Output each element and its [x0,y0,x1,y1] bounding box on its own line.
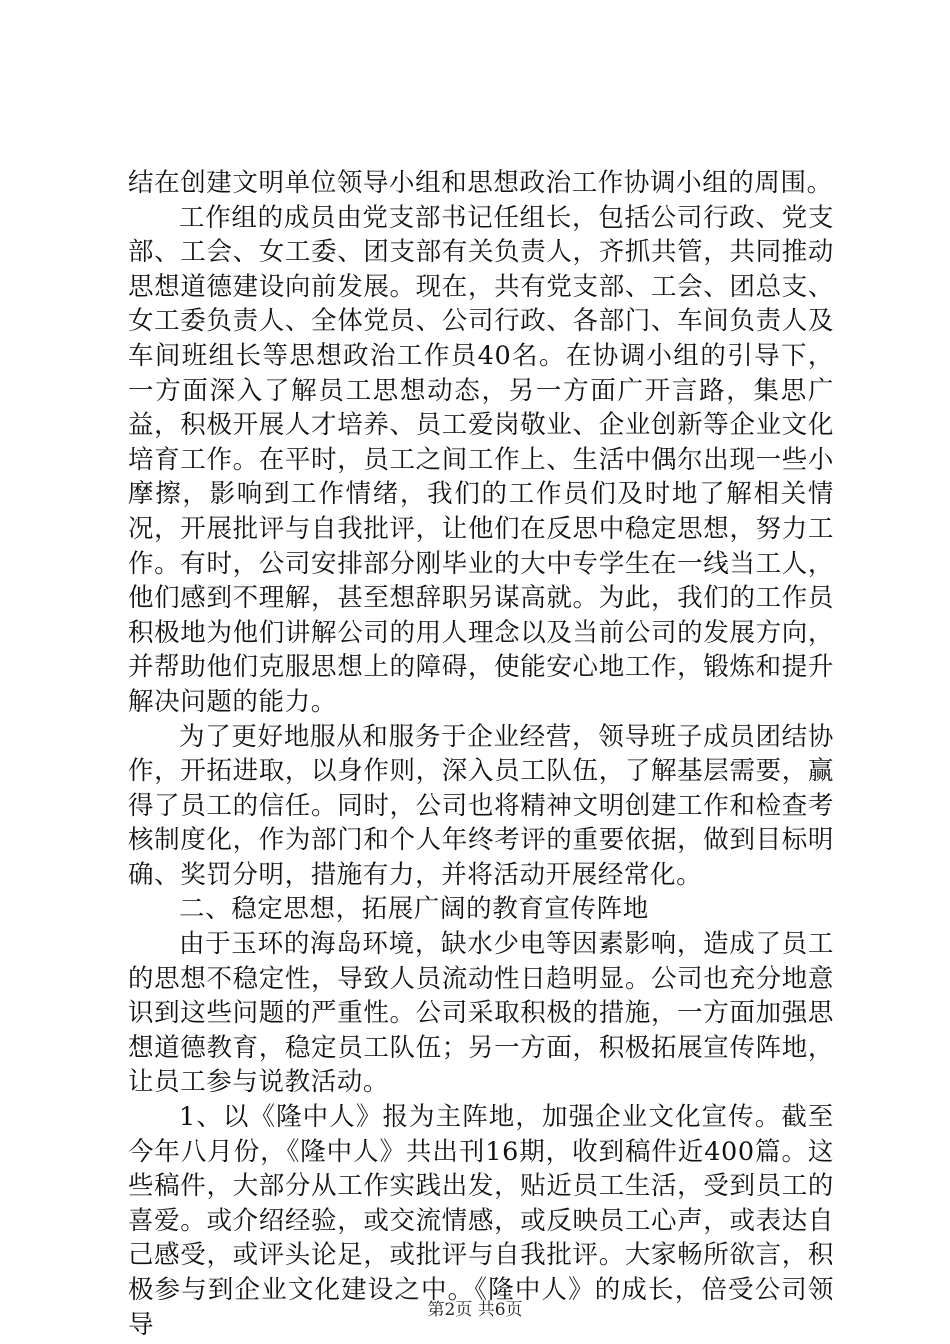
document-body [128,166,834,1342]
paragraph-working-group: 工作组的成员由党支部书记任组长，包括公司行政、党支部、工会、女工委、团支部有关负责人，齐抓共管，共同推动思想道德建设向前发展。现在，共有党支部、工会、团总支、女工委负责人、全体党员、公司行政、各部门、车间负责人及车间班组长等思想政治工作员40名。在协调小组的引导下，一方面深入了解员工思想动态，另一方面广开言路，集思广益，积极开展人才培养、员工爱岗敬业、企业创新等企业文化培育工作。在平时，员工之间工作上、生活中偶尔出现一些小摩擦，影响到工作情绪，我们的工作员们及时地了解相关情况，开展批评与自我批评，让他们在反思中稳定思想，努力工作。有时，公司安排部分刚毕业的大中专学生在一线当工人，他们感到不理解，甚至想辞职另谋高就。为此，我们的工作员积极地为他们讲解公司的用人理念以及当前公司的发展方向，并帮助他们克服思想上的障碍，使能安心地工作，锻炼和提升解决问题的能力。 [128,202,834,717]
paragraph-longzhong-newspaper: 1、以《隆中人》报为主阵地，加强企业文化宣传。截至今年八月份，《隆中人》共出刊16期，收到稿件近400篇。这些稿件，大部分从工作实践出发，贴近员工生活，受到员工的喜爱。或介绍经验，或交流情感，或反映员工心声，或表达自己感受，或评头论足，或批评与自我批评。大家畅所欲言，积极参与到企业文化建设之中。《隆中人》的成长，倍受公司领导 [128,1102,834,1340]
paragraph-island-environment: 由于玉环的海岛环境，缺水少电等因素影响，造成了员工的思想不稳定性，导致人员流动性日趋明显。公司也充分地意识到这些问题的严重性。公司采取积极的措施，一方面加强思想道德教育，稳定员工队伍；另一方面，积极拓展宣传阵地，让员工参与说教活动。 [128,929,834,1098]
page-footer: 第2页 共6页 [427,1300,523,1320]
paragraph-continuation: 结在创建文明单位领导小组和思想政治工作协调小组的周围。 [128,168,833,198]
section-heading: 二、稳定思想，拓展广阔的教育宣传阵地 [179,894,649,925]
paragraph-leadership: 为了更好地服从和服务于企业经营，领导班子成员团结协作，开拓进取，以身作则，深入员工队伍，了解基层需要，赢得了员工的信任。同时，公司也将精神文明创建工作和检查考核制度化，作为部门和个人年终考评的重要依据，做到目标明确、奖罚分明，措施有力，并将活动开展经常化。 [128,721,834,890]
